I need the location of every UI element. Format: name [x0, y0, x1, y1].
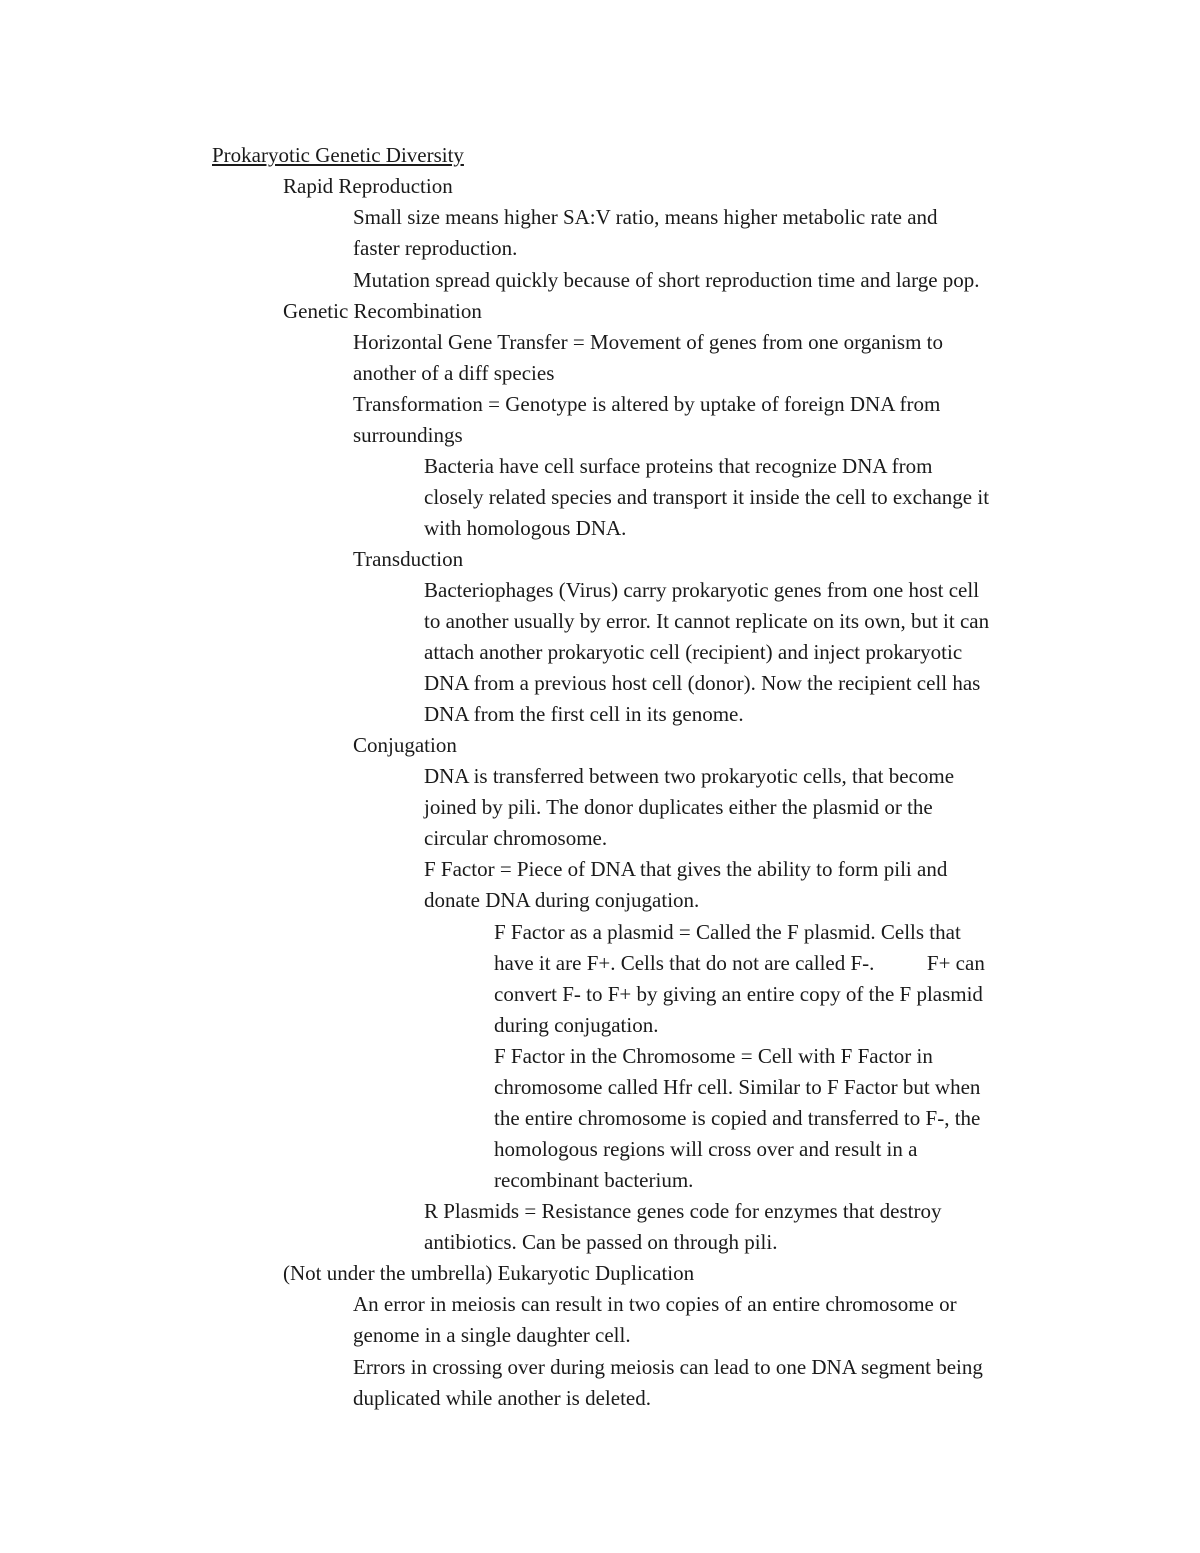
item-text: F Factor in the Chromosome = Cell with F Factor in: [494, 1044, 933, 1068]
item-text: attach another prokaryotic cell (recipient) and inject prokaryotic: [424, 640, 963, 664]
item-text: joined by pili. The donor duplicates either the plasmid or the: [424, 795, 933, 819]
item-text: DNA from the first cell in its genome.: [424, 702, 744, 726]
item-text: genome in a single daughter cell.: [353, 1323, 631, 1347]
section-title: Genetic Recombination: [283, 299, 482, 323]
item-text: F Factor = Piece of DNA that gives the ability to form pili and: [424, 857, 948, 881]
item-text: Small size means higher SA:V ratio, means higher metabolic rate and: [353, 205, 938, 229]
item-text: another of a diff species: [353, 361, 555, 385]
item-text: Mutation spread quickly because of short reproduction time and large pop.: [353, 268, 980, 292]
item-text: convert F- to F+ by giving an entire copy of the F plasmid: [494, 982, 983, 1006]
item-text: faster reproduction.: [353, 236, 518, 260]
heading-text: Prokaryotic Genetic Diversity: [212, 143, 464, 167]
item-text: duplicated while another is deleted.: [353, 1386, 651, 1410]
item-text: during conjugation.: [494, 1013, 659, 1037]
item-text: Transformation = Genotype is altered by uptake of foreign DNA from: [353, 392, 941, 416]
item-text: Bacteriophages (Virus) carry prokaryotic genes from one host cell: [424, 578, 980, 602]
item-text: DNA from a previous host cell (donor). Now the recipient cell has: [424, 671, 981, 695]
section-title: Rapid Reproduction: [283, 174, 453, 198]
item-text: Transduction: [353, 547, 464, 571]
item-text: An error in meiosis can result in two copies of an entire chromosome or: [353, 1292, 957, 1316]
item-text: the entire chromosome is copied and transferred to F-, the: [494, 1106, 981, 1130]
section-title: (Not under the umbrella) Eukaryotic Duplication: [283, 1261, 695, 1285]
item-text: to another usually by error. It cannot replicate on its own, but it can: [424, 609, 990, 633]
item-text: surroundings: [353, 423, 463, 447]
item-text: R Plasmids = Resistance genes code for enzymes that destroy: [424, 1199, 942, 1223]
item-text: circular chromosome.: [424, 826, 608, 850]
item-text: Bacteria have cell surface proteins that recognize DNA from: [424, 454, 933, 478]
item-text: closely related species and transport it inside the cell to exchange it: [424, 485, 990, 509]
item-text: antibiotics. Can be passed on through pili.: [424, 1230, 778, 1254]
item-text: chromosome called Hfr cell. Similar to F Factor but when: [494, 1075, 981, 1099]
item-text: donate DNA during conjugation.: [424, 888, 700, 912]
item-text: have it are F+. Cells that do not are called F-. F+ can: [494, 951, 985, 975]
item-text: with homologous DNA.: [424, 516, 627, 540]
item-text: Conjugation: [353, 733, 457, 757]
item-text: DNA is transferred between two prokaryotic cells, that become: [424, 764, 955, 788]
item-text: recombinant bacterium.: [494, 1168, 694, 1192]
item-text: Errors in crossing over during meiosis can lead to one DNA segment being: [353, 1355, 983, 1379]
item-text: Horizontal Gene Transfer = Movement of genes from one organism to: [353, 330, 943, 354]
item-text: F Factor as a plasmid = Called the F plasmid. Cells that: [494, 920, 961, 944]
item-text: homologous regions will cross over and result in a: [494, 1137, 918, 1161]
